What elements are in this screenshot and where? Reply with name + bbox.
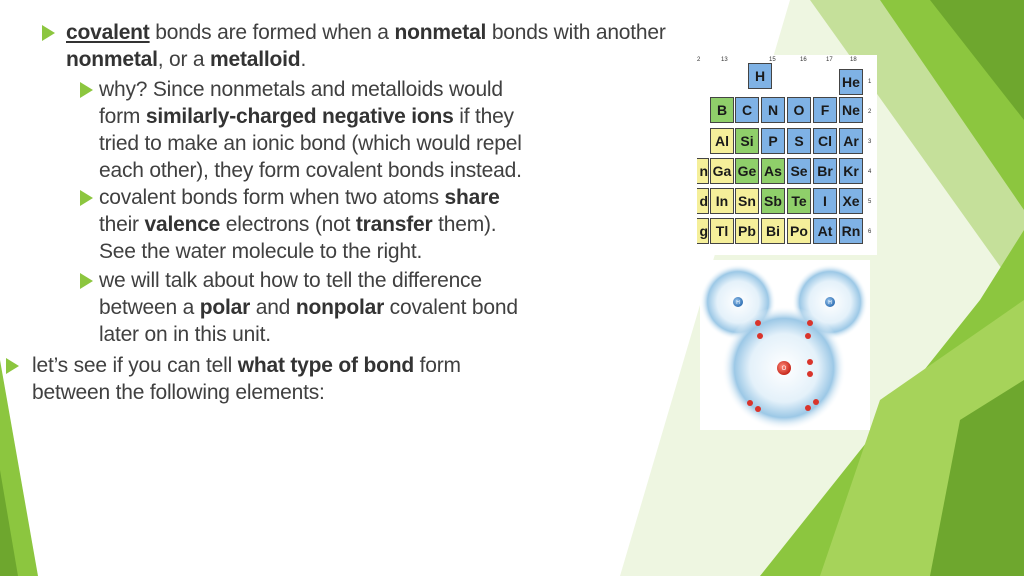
text-segment: covalent bond <box>384 296 518 319</box>
text-segment: electrons (not <box>220 213 356 236</box>
bullet-line <box>66 19 666 46</box>
bullet-text-4 <box>32 352 461 406</box>
element-cell-O: O <box>787 97 811 123</box>
element-cell-Pb: Pb <box>735 218 759 244</box>
group-label: 17 <box>826 57 833 63</box>
group-label: 15 <box>769 57 776 63</box>
element-cell-Ga: Ga <box>710 158 734 184</box>
text-segment: tried to make an ionic bond (which would repel <box>99 132 522 155</box>
electron <box>807 371 813 377</box>
bold-term: transfer <box>355 213 433 236</box>
element-cell-Po: Po <box>787 218 811 244</box>
electron <box>807 359 813 365</box>
text-segment: and <box>250 296 296 319</box>
element-cell-Sn: Sn <box>735 188 759 214</box>
electron <box>747 400 753 406</box>
bullet-text-0 <box>66 19 666 73</box>
electron <box>755 406 761 412</box>
text-segment: if they <box>453 105 514 128</box>
period-label: 2 <box>868 109 872 115</box>
element-cell-I: I <box>813 188 837 214</box>
element-cell-Ar: Ar <box>839 128 863 154</box>
text-segment: between the following elements: <box>32 381 325 404</box>
atom-label-h-left: H <box>736 300 740 306</box>
text-segment: form <box>413 354 461 377</box>
period-label: 1 <box>868 79 872 85</box>
bold-term: what type of bond <box>237 354 414 377</box>
text-segment: each other), they form covalent bonds instead. <box>99 159 522 182</box>
element-cell-F: F <box>813 97 837 123</box>
bullet-line <box>32 379 461 406</box>
periodic-table-excerpt <box>697 55 877 255</box>
text-segment: why? Since nonmetals and metalloids would <box>99 78 503 101</box>
element-cell-In: In <box>710 188 734 214</box>
bullet-line <box>99 294 518 321</box>
text-segment: . <box>300 48 307 71</box>
element-cell-Kr: Kr <box>839 158 863 184</box>
text-segment: , or a <box>157 48 211 71</box>
electron <box>805 333 811 339</box>
element-cell-Tl: Tl <box>710 218 734 244</box>
element-cell-Br: Br <box>813 158 837 184</box>
element-cell-B: B <box>710 97 734 123</box>
element-cell-Si: Si <box>735 128 759 154</box>
bold-term: nonmetal <box>394 21 487 44</box>
bullet-text-1 <box>99 76 522 184</box>
period-label: 5 <box>868 199 872 205</box>
element-cell-d: d <box>697 188 709 214</box>
bold-term: valence <box>144 213 221 236</box>
element-cell-P: P <box>761 128 785 154</box>
text-segment: let’s see if you can tell <box>32 354 238 377</box>
element-cell-N: N <box>761 97 785 123</box>
element-cell-n: n <box>697 158 709 184</box>
bullet-line <box>66 46 666 73</box>
group-label: 13 <box>721 57 728 63</box>
group-label: 2 <box>697 57 701 63</box>
text-segment: bonds are formed when a <box>149 21 395 44</box>
water-molecule-svg <box>700 260 870 430</box>
bold-term: similarly-charged negative ions <box>145 105 454 128</box>
period-label: 4 <box>868 169 872 175</box>
bold-term: covalent <box>66 21 150 44</box>
electron <box>757 333 763 339</box>
element-cell-Al: Al <box>710 128 734 154</box>
text-segment: between a <box>99 296 200 319</box>
bold-term: share <box>444 186 500 209</box>
bullet-text-2 <box>99 184 500 265</box>
bullet-line <box>99 130 522 157</box>
text-segment: later on in this unit. <box>99 323 271 346</box>
bold-term: nonmetal <box>66 48 158 71</box>
bullet-line <box>32 352 461 379</box>
electron <box>755 320 761 326</box>
bullet-line <box>99 321 518 348</box>
element-cell-He: He <box>839 69 863 95</box>
bullet-arrow-icon <box>42 25 55 41</box>
element-cell-Bi: Bi <box>761 218 785 244</box>
element-cell-S: S <box>787 128 811 154</box>
element-cell-C: C <box>735 97 759 123</box>
water-molecule-illustration <box>700 260 870 430</box>
bullet-line <box>99 103 522 130</box>
text-segment: form <box>99 105 146 128</box>
period-label: 6 <box>868 229 872 235</box>
element-cell-Xe: Xe <box>839 188 863 214</box>
element-cell-Cl: Cl <box>813 128 837 154</box>
element-cell-Rn: Rn <box>839 218 863 244</box>
atom-label-o: O <box>781 366 787 372</box>
bullet-line <box>99 184 500 211</box>
element-cell-Sb: Sb <box>761 188 785 214</box>
element-cell-g: g <box>697 218 709 244</box>
element-cell-Ne: Ne <box>839 97 863 123</box>
atom-label-h-right: H <box>828 300 832 306</box>
electron <box>805 405 811 411</box>
text-segment: bonds with another <box>486 21 666 44</box>
bullet-arrow-icon <box>80 273 93 289</box>
bullet-line <box>99 267 518 294</box>
element-cell-Te: Te <box>787 188 811 214</box>
group-label: 16 <box>800 57 807 63</box>
bullet-arrow-icon <box>80 190 93 206</box>
bullet-arrow-icon <box>80 82 93 98</box>
bold-term: polar <box>199 296 251 319</box>
text-segment: we will talk about how to tell the difference <box>99 269 482 292</box>
electron <box>807 320 813 326</box>
text-segment: See the water molecule to the right. <box>99 240 423 263</box>
element-cell-At: At <box>813 218 837 244</box>
period-label: 3 <box>868 139 872 145</box>
electron <box>813 399 819 405</box>
text-segment: them). <box>432 213 497 236</box>
bold-term: nonpolar <box>295 296 385 319</box>
element-cell-H: H <box>748 63 772 89</box>
group-label: 18 <box>850 57 857 63</box>
bullet-line <box>99 76 522 103</box>
bullet-text-3 <box>99 267 518 348</box>
element-cell-Se: Se <box>787 158 811 184</box>
text-segment: their <box>99 213 145 236</box>
bullet-line <box>99 211 500 238</box>
text-segment: covalent bonds form when two atoms <box>99 186 445 209</box>
bullet-arrow-icon <box>6 358 19 374</box>
bullet-line <box>99 238 500 265</box>
element-cell-As: As <box>761 158 785 184</box>
element-cell-Ge: Ge <box>735 158 759 184</box>
bold-term: metalloid <box>210 48 301 71</box>
bullet-line <box>99 157 522 184</box>
